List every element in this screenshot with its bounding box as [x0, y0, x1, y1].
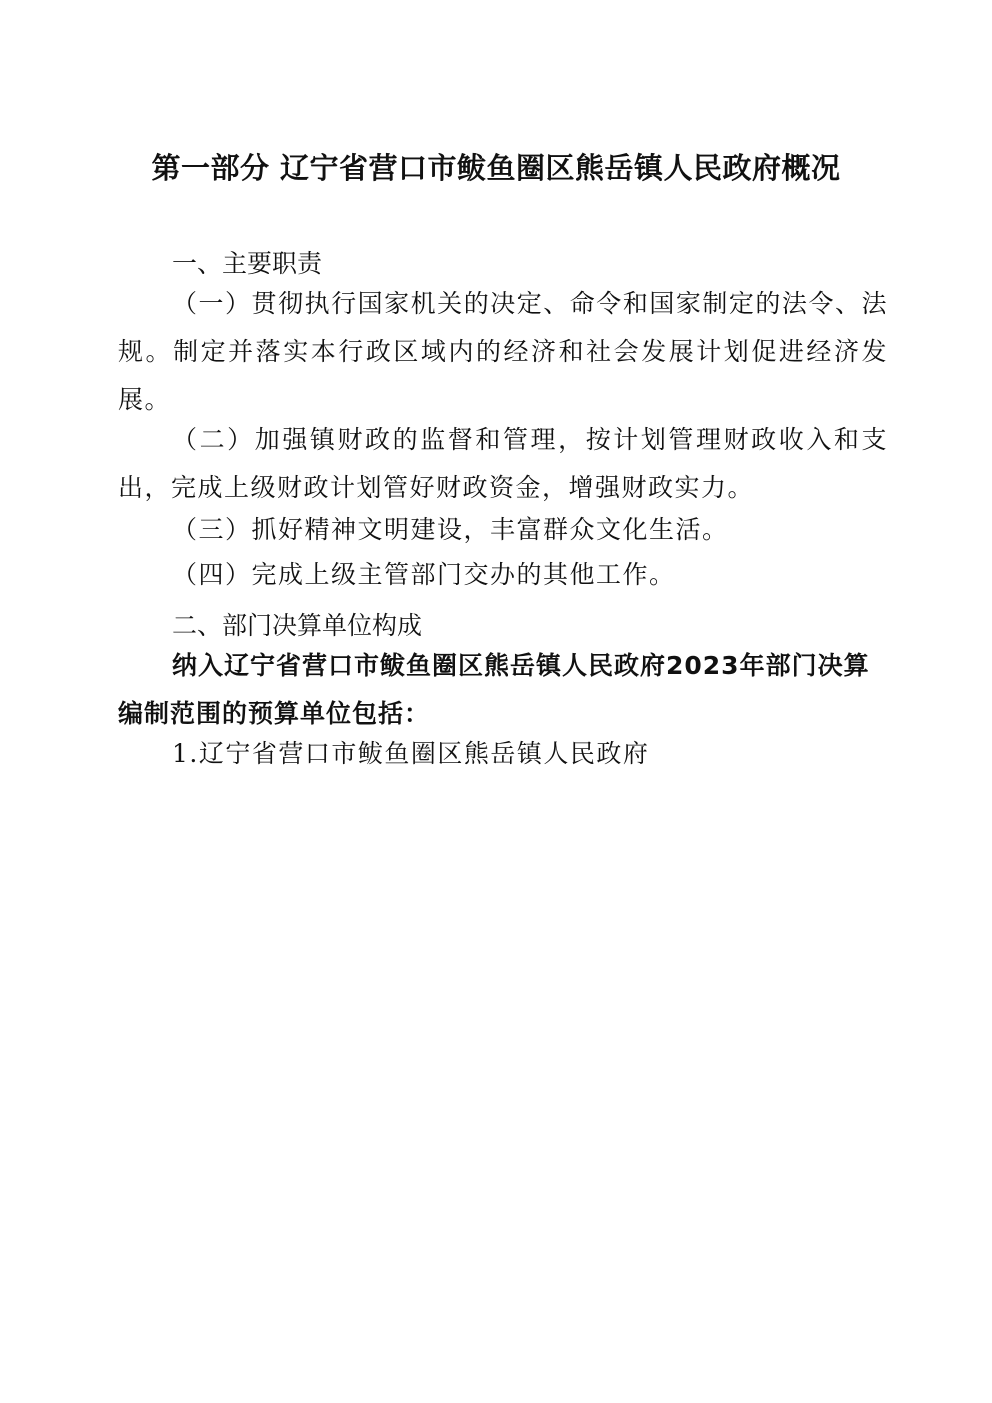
section-heading-duties: 一、主要职责 — [172, 249, 323, 278]
duty-item-4: （四）完成上级主管部门交办的其他工作。 — [172, 560, 676, 589]
page-title: 第一部分 辽宁省营口市鲅鱼圈区熊岳镇人民政府概况 — [151, 151, 841, 185]
unit-item-1: 1.辽宁省营口市鲅鱼圈区熊岳镇人民政府 — [172, 739, 650, 768]
units-intro: 纳入辽宁省营口市鲅鱼圈区熊岳镇人民政府2023年部门决算编制范围的预算单位包括： — [118, 651, 870, 728]
section-heading-units: 二、部门决算单位构成 — [172, 611, 423, 640]
duty-item-3: （三）抓好精神文明建设，丰富群众文化生活。 — [172, 515, 729, 544]
duty-item-1: （一）贯彻执行国家机关的决定、命令和国家制定的法令、法规。制定并落实本行政区域内的经济和社会发展计划促进经济发展。 — [118, 289, 888, 414]
duty-item-2: （二）加强镇财政的监督和管理，按计划管理财政收入和支出，完成上级财政计划管好财政资金，增强财政实力。 — [118, 425, 888, 502]
